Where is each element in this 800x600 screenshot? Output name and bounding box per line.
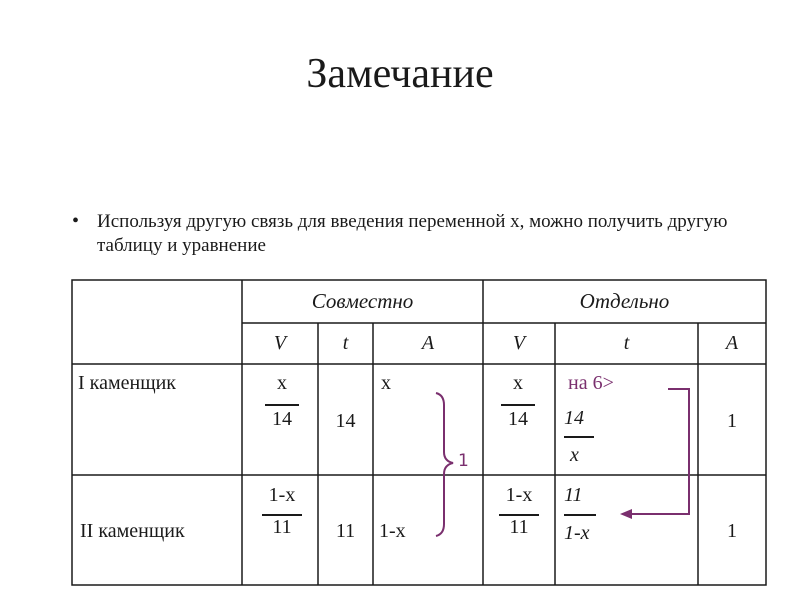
row2-t-joint: 11 <box>335 520 356 542</box>
annotation-note: на 6> <box>568 372 614 394</box>
row2-t-separate-denominator: 1-x <box>564 522 590 544</box>
row2-v-joint-denominator: 11 <box>272 516 292 538</box>
col-header-t-joint: t <box>342 332 349 354</box>
row1-a-separate: 1 <box>727 410 737 432</box>
row-label-mason-2: II каменщик <box>80 520 185 542</box>
row2-a-joint: 1-x <box>379 520 406 542</box>
col-header-a-joint: A <box>421 332 435 354</box>
row1-v-separate-denominator: 14 <box>508 408 528 430</box>
row2-v-joint-numerator: 1-x <box>268 484 296 506</box>
row-label-mason-1: I каменщик <box>78 372 177 394</box>
row2-t-separate-numerator: 11 <box>564 484 583 506</box>
col-header-t-separate: t <box>623 332 630 354</box>
row1-t-joint: 14 <box>335 410 356 432</box>
col-header-v-joint: V <box>273 332 287 354</box>
row1-v-joint-numerator: x <box>277 372 287 394</box>
arrow-head <box>620 509 632 519</box>
row2-t-separate-fraction-bar <box>564 514 596 516</box>
row2-v-separate-numerator: 1-x <box>505 484 533 506</box>
page-title: Замечание <box>306 51 494 97</box>
brace-label: 1 <box>458 451 469 471</box>
row2-a-separate: 1 <box>727 520 737 542</box>
row1-t-separate-numerator: 14 <box>564 407 584 429</box>
col-header-v-separate: V <box>512 332 526 354</box>
arrow-connector <box>630 389 689 514</box>
row1-a-joint: x <box>381 372 391 394</box>
row1-t-separate-denominator: x <box>570 444 579 466</box>
group-header-separate: Отдельно <box>579 289 670 313</box>
row2-v-separate-denominator: 11 <box>509 516 529 538</box>
row1-t-separate-fraction-bar <box>564 436 594 438</box>
bullet-point: • <box>72 210 80 232</box>
group-header-joint: Совместно <box>311 289 414 313</box>
curly-brace <box>436 393 453 536</box>
col-header-a-separate: A <box>725 332 739 354</box>
row1-v-separate-numerator: x <box>513 372 523 394</box>
row1-v-separate-fraction-bar <box>501 404 535 406</box>
row1-v-joint-denominator: 14 <box>272 408 292 430</box>
bullet-text: Используя другую связь для введения переменной x, можно получить другую таблицу и уравнение <box>97 211 728 256</box>
row1-v-joint-fraction-bar <box>265 404 299 406</box>
